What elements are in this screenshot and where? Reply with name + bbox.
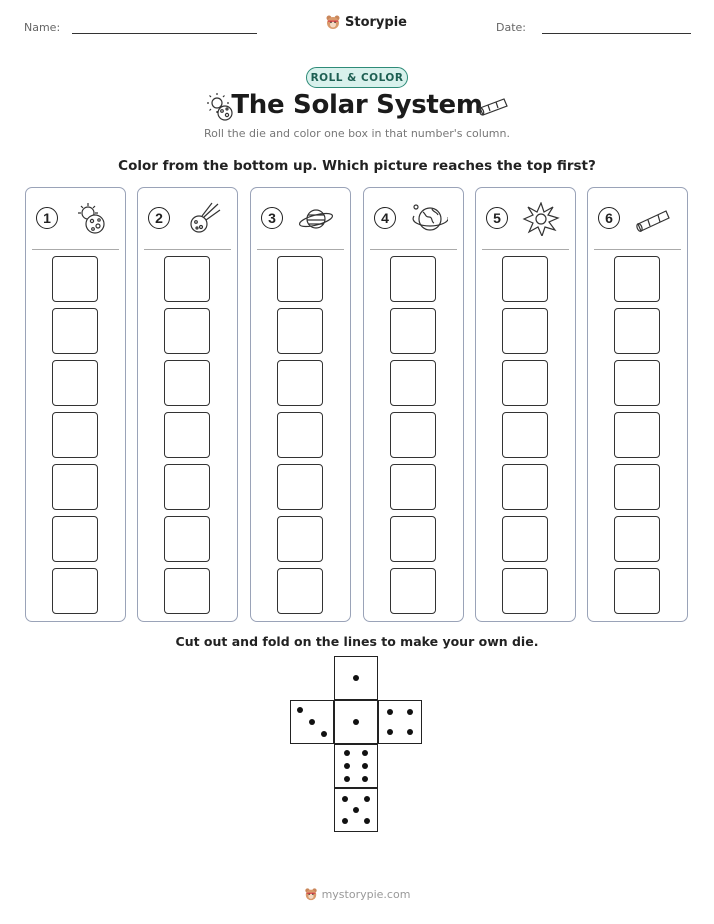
color-box[interactable] bbox=[164, 464, 210, 510]
column-number: 6 bbox=[598, 207, 620, 229]
color-box[interactable] bbox=[614, 516, 660, 562]
footer bbox=[257, 887, 457, 901]
color-box[interactable] bbox=[502, 412, 548, 458]
color-box[interactable] bbox=[502, 256, 548, 302]
color-box[interactable] bbox=[277, 464, 323, 510]
color-box[interactable] bbox=[164, 412, 210, 458]
planet-icon bbox=[297, 202, 335, 236]
date-label: Date: bbox=[496, 21, 526, 34]
color-column-4 bbox=[363, 187, 464, 622]
die-pip bbox=[344, 763, 350, 769]
die-face-1 bbox=[334, 700, 378, 744]
name-label: Name: bbox=[24, 21, 61, 34]
color-box[interactable] bbox=[502, 516, 548, 562]
column-number: 5 bbox=[486, 207, 508, 229]
column-divider bbox=[594, 249, 681, 250]
color-box[interactable] bbox=[277, 516, 323, 562]
die-pip bbox=[362, 763, 368, 769]
color-box[interactable] bbox=[52, 256, 98, 302]
color-box[interactable] bbox=[614, 256, 660, 302]
color-box[interactable] bbox=[390, 308, 436, 354]
color-box[interactable] bbox=[277, 308, 323, 354]
color-box[interactable] bbox=[390, 516, 436, 562]
brand-name: Storypie bbox=[345, 14, 407, 30]
column-number: 1 bbox=[36, 207, 58, 229]
color-box[interactable] bbox=[277, 568, 323, 614]
column-divider bbox=[32, 249, 119, 250]
color-box[interactable] bbox=[277, 412, 323, 458]
die-pip bbox=[344, 750, 350, 756]
roll-and-color-tag: ROLL & COLOR bbox=[306, 67, 408, 88]
die-pip bbox=[387, 709, 393, 715]
die-face-1 bbox=[334, 656, 378, 700]
column-number: 2 bbox=[148, 207, 170, 229]
sun-and-moon-icon bbox=[72, 202, 110, 236]
comet-icon bbox=[184, 202, 222, 236]
storypie-bear-icon bbox=[304, 887, 318, 901]
die-pip bbox=[344, 776, 350, 782]
page-title: The Solar System bbox=[231, 90, 483, 120]
die-pip bbox=[321, 731, 327, 737]
footer-url: mystorypie.com bbox=[321, 887, 411, 901]
die-pip bbox=[342, 818, 348, 824]
color-box[interactable] bbox=[164, 308, 210, 354]
color-box[interactable] bbox=[614, 412, 660, 458]
color-column-2 bbox=[137, 187, 238, 622]
die-pip bbox=[364, 796, 370, 802]
color-box[interactable] bbox=[614, 568, 660, 614]
color-box[interactable] bbox=[52, 516, 98, 562]
color-box[interactable] bbox=[277, 360, 323, 406]
color-box[interactable] bbox=[52, 308, 98, 354]
die-pip bbox=[353, 807, 359, 813]
color-column-5 bbox=[475, 187, 576, 622]
column-divider bbox=[257, 249, 344, 250]
die-pip bbox=[407, 729, 413, 735]
die-pip bbox=[407, 709, 413, 715]
color-box[interactable] bbox=[502, 360, 548, 406]
color-box[interactable] bbox=[502, 568, 548, 614]
subtitle: Roll the die and color one box in that number's column. bbox=[204, 127, 510, 140]
column-number: 4 bbox=[374, 207, 396, 229]
brand-logo bbox=[325, 14, 407, 30]
die-pip bbox=[387, 729, 393, 735]
color-box[interactable] bbox=[390, 360, 436, 406]
name-line[interactable] bbox=[72, 33, 257, 34]
column-divider bbox=[370, 249, 457, 250]
storypie-bear-icon bbox=[325, 14, 341, 30]
die-pip bbox=[309, 719, 315, 725]
die-pip bbox=[297, 707, 303, 713]
color-box[interactable] bbox=[164, 256, 210, 302]
column-divider bbox=[482, 249, 569, 250]
color-box[interactable] bbox=[52, 568, 98, 614]
color-box[interactable] bbox=[52, 412, 98, 458]
die-pip bbox=[362, 750, 368, 756]
color-box[interactable] bbox=[614, 360, 660, 406]
color-box[interactable] bbox=[390, 464, 436, 510]
telescope-icon bbox=[634, 202, 672, 236]
color-box[interactable] bbox=[52, 464, 98, 510]
die-pip bbox=[364, 818, 370, 824]
color-box[interactable] bbox=[164, 360, 210, 406]
color-box[interactable] bbox=[614, 464, 660, 510]
star-burst-icon bbox=[522, 202, 560, 236]
color-box[interactable] bbox=[164, 516, 210, 562]
color-box[interactable] bbox=[390, 412, 436, 458]
color-box[interactable] bbox=[390, 568, 436, 614]
color-column-3 bbox=[250, 187, 351, 622]
color-column-6 bbox=[587, 187, 688, 622]
die-face-5 bbox=[334, 788, 378, 832]
earth-icon bbox=[410, 202, 448, 236]
color-box[interactable] bbox=[614, 308, 660, 354]
color-column-1 bbox=[25, 187, 126, 622]
die-face-4 bbox=[378, 700, 422, 744]
die-net bbox=[290, 656, 426, 836]
die-pip bbox=[353, 675, 359, 681]
color-box[interactable] bbox=[52, 360, 98, 406]
color-box[interactable] bbox=[277, 256, 323, 302]
color-box[interactable] bbox=[164, 568, 210, 614]
column-divider bbox=[144, 249, 231, 250]
die-pip bbox=[342, 796, 348, 802]
color-box[interactable] bbox=[502, 308, 548, 354]
color-box[interactable] bbox=[502, 464, 548, 510]
die-pip bbox=[362, 776, 368, 782]
color-box[interactable] bbox=[390, 256, 436, 302]
date-line[interactable] bbox=[542, 33, 691, 34]
column-number: 3 bbox=[261, 207, 283, 229]
die-face-3 bbox=[290, 700, 334, 744]
telescope-icon bbox=[476, 96, 510, 116]
instruction-text: Color from the bottom up. Which picture reaches the top first? bbox=[118, 158, 596, 174]
cut-instruction: Cut out and fold on the lines to make your own die. bbox=[175, 634, 539, 649]
die-face-6 bbox=[334, 744, 378, 788]
die-pip bbox=[353, 719, 359, 725]
